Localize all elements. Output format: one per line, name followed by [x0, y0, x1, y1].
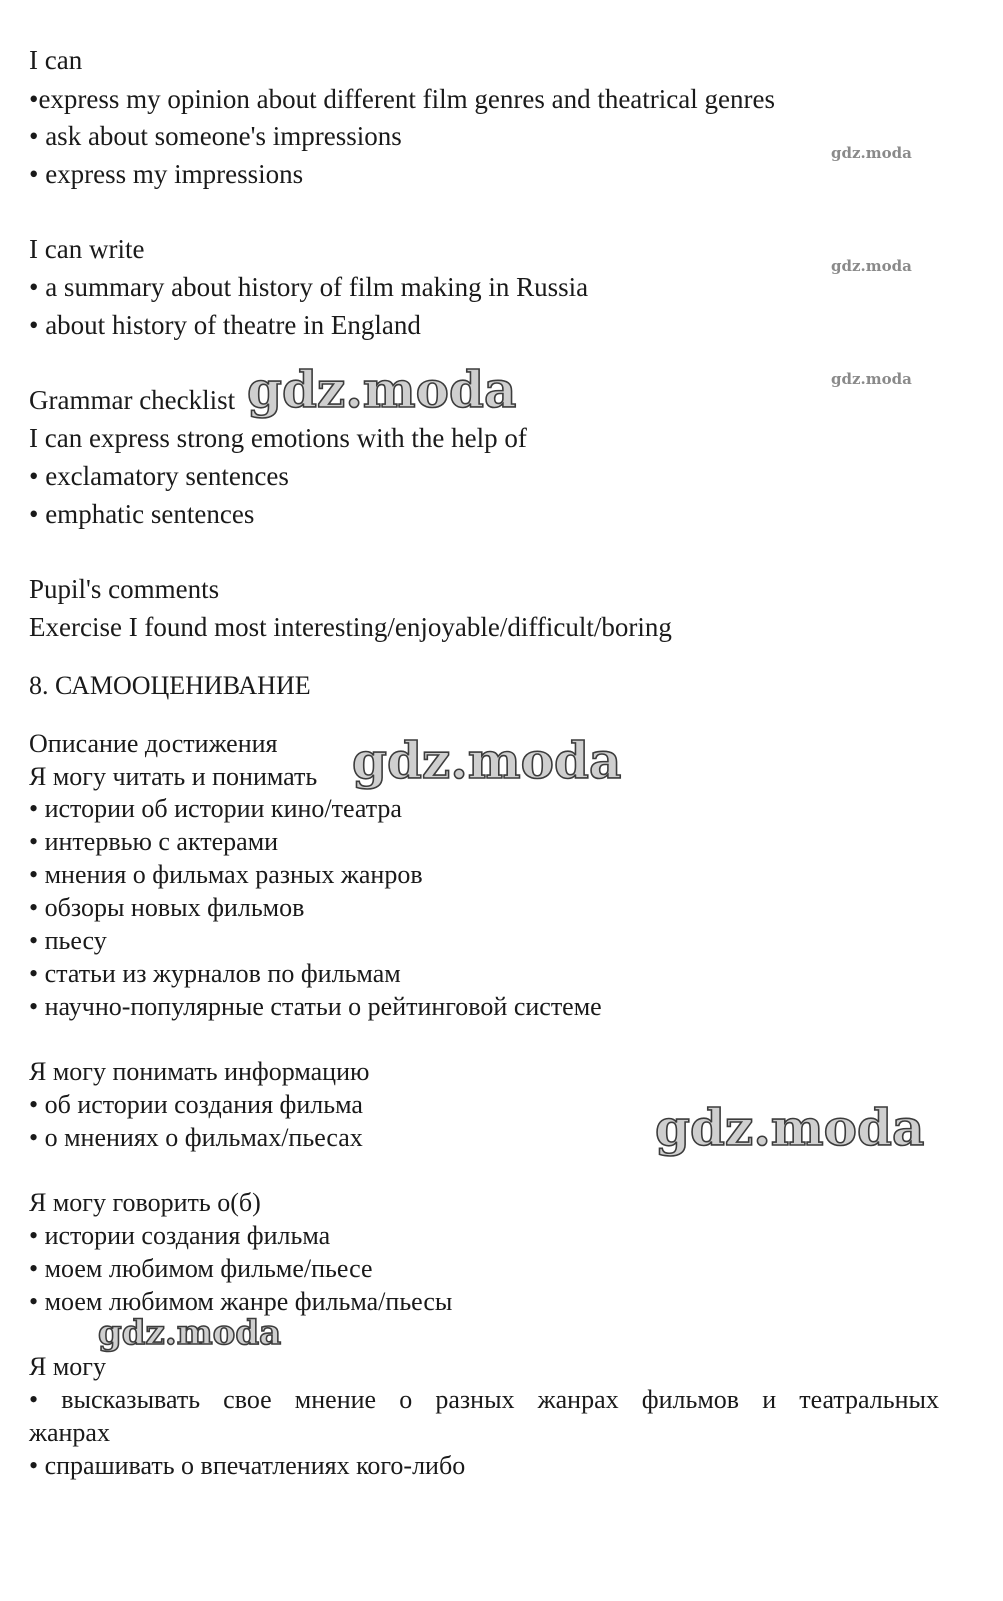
list-item: • научно-популярные статьи о рейтинговой системе — [29, 992, 602, 1021]
list-item: • истории об истории кино/театра — [29, 794, 402, 823]
list-item: • статьи из журналов по фильмам — [29, 959, 401, 988]
watermark-large: gdz.moda — [247, 360, 517, 419]
list-item: • пьесу — [29, 926, 107, 955]
list-item: • об истории создания фильма — [29, 1090, 363, 1119]
watermark-large: gdz.moda — [655, 1098, 925, 1157]
reading-heading: Я могу читать и понимать — [29, 762, 318, 791]
list-item: • мнения о фильмах разных жанров — [29, 860, 423, 889]
i-can-heading-ru: Я могу — [29, 1352, 106, 1381]
list-item: • обзоры новых фильмов — [29, 893, 305, 922]
listening-heading: Я могу понимать информацию — [29, 1057, 370, 1086]
list-item: • моем любимом фильме/пьесе — [29, 1254, 373, 1283]
watermark-small: gdz.moda — [831, 257, 912, 275]
list-item: • моем любимом жанре фильма/пьесы — [29, 1287, 453, 1316]
list-item: • о мнениях о фильмах/пьесах — [29, 1123, 363, 1152]
list-item-continuation: жанрах — [29, 1418, 110, 1447]
watermark-small: gdz.moda — [831, 144, 912, 162]
pupils-comments-heading: Pupil's comments — [29, 574, 220, 604]
list-item: • express my impressions — [29, 159, 304, 189]
list-item: • высказывать свое мнение о разных жанрах фильмов и театральных — [29, 1385, 939, 1414]
i-can-heading: I can — [29, 45, 83, 75]
watermark-small: gdz.moda — [831, 370, 912, 388]
list-item: • ask about someone's impressions — [29, 121, 402, 151]
list-item: • emphatic sentences — [29, 499, 255, 529]
section-title: 8. САМООЦЕНИВАНИЕ — [29, 671, 311, 700]
description-heading: Описание достижения — [29, 729, 278, 758]
list-item: • интервью с актерами — [29, 827, 279, 856]
list-item: •express my opinion about different film genres and theatrical genres — [29, 84, 775, 114]
grammar-checklist-heading: Grammar checklist — [29, 385, 236, 415]
watermark-large: gdz.moda — [98, 1313, 282, 1353]
list-item: • exclamatory sentences — [29, 461, 289, 491]
pupils-comments-text: Exercise I found most interesting/enjoyable/difficult/boring — [29, 612, 672, 642]
speaking-heading: Я могу говорить о(б) — [29, 1188, 261, 1217]
list-item: • спрашивать о впечатлениях кого-либо — [29, 1451, 466, 1480]
watermark-large: gdz.moda — [352, 731, 622, 790]
list-item: • about history of theatre in England — [29, 310, 421, 340]
i-can-write-heading: I can write — [29, 234, 145, 264]
list-item: • a summary about history of film making in Russia — [29, 272, 589, 302]
list-item: • истории создания фильма — [29, 1221, 331, 1250]
grammar-intro: I can express strong emotions with the help of — [29, 423, 527, 453]
